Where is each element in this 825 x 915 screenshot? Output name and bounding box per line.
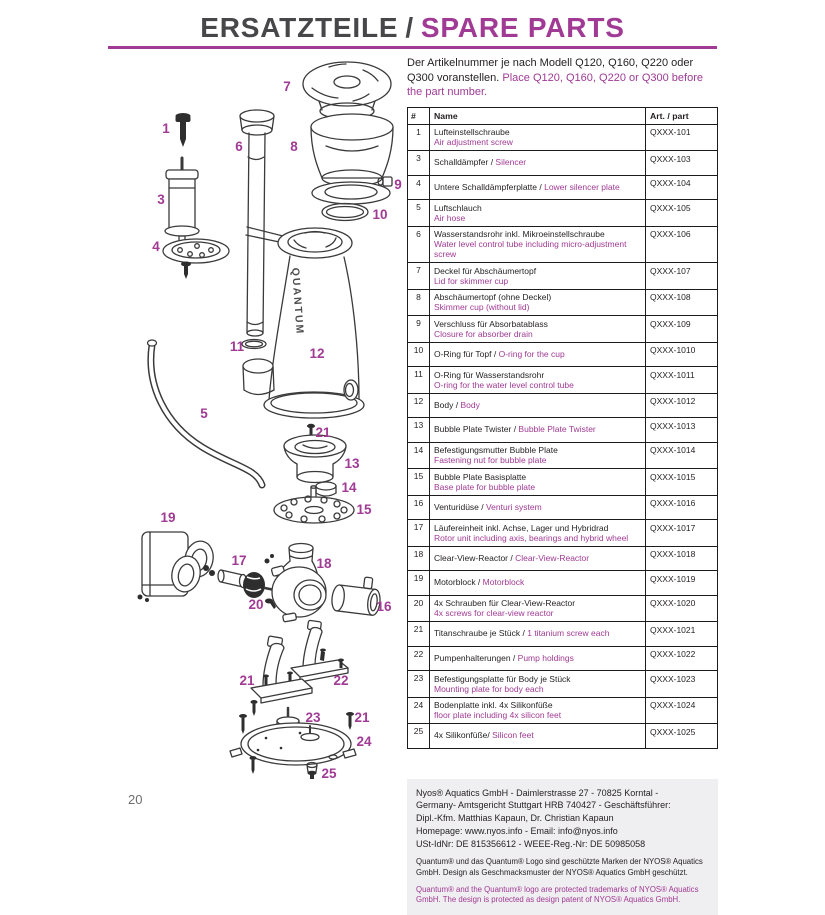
footer-contact-line: Nyos® Aquatics GmbH - Daimlerstrasse 27 - 70825 Korntal - — [416, 787, 659, 798]
part-label: 6 — [235, 139, 243, 154]
part-name: O-Ring für Topf / O-ring for the cup — [430, 342, 646, 367]
part-number: 14 — [408, 442, 430, 469]
table-row — [408, 175, 718, 200]
part-10-oring-shape — [322, 204, 368, 221]
part-16-venturi-shape — [331, 573, 383, 616]
page-title-de: ERSATZTEILE — [200, 12, 399, 43]
part-name: Befestigungsmutter Bubble Plate Fastening nut for bubble plate — [430, 442, 646, 469]
part-label: 17 — [231, 553, 247, 568]
footer-contact-line: Dipl.-Kfm. Matthias Kapaun, Dr. Christian Kapaun — [416, 813, 614, 824]
part-13-bubble-twister-shape — [284, 435, 346, 483]
footer-contact-line: Germany- Amtsgericht Stuttgart HRB 740427 - Geschäftsführer: — [416, 800, 671, 811]
intro-paragraph — [407, 56, 718, 100]
part-name: Titanschraube je Stück / 1 titanium screw each — [430, 622, 646, 647]
part-code: QXXX-1020 — [646, 595, 718, 622]
part-code: QXXX-108 — [646, 289, 718, 316]
part-code: QXXX-1022 — [646, 646, 718, 671]
part-code: QXXX-1024 — [646, 697, 718, 724]
part-code: QXXX-1013 — [646, 418, 718, 443]
table-row — [408, 263, 718, 290]
footer-legal-en: Quantum® and the Quantum® logo are protected trademarks of NYOS® Aquatics GmbH. The design is protected as design patent of NYOS® Aquatics GmbH. — [416, 885, 699, 905]
table-row — [408, 200, 718, 227]
table-row — [408, 393, 718, 418]
part-name: Pumpenhalterungen / Pump holdings — [430, 646, 646, 671]
part-label: 9 — [394, 177, 402, 192]
table-row — [408, 495, 718, 520]
part-label: 16 — [376, 599, 392, 614]
parts-table-body — [408, 124, 718, 748]
part-number: 3 — [408, 151, 430, 176]
part-name: O-Ring für Wasserstandsrohr O-ring for the water level control tube — [430, 367, 646, 394]
part-21-screw-bottom-shape — [346, 712, 354, 730]
table-row — [408, 367, 718, 394]
footer-contact — [416, 787, 709, 851]
part-label: 21 — [354, 710, 370, 725]
part-label: 19 — [160, 510, 176, 525]
part-number: 18 — [408, 546, 430, 571]
part-label: 13 — [344, 456, 360, 471]
footer-contact-line: USt-IdNr: DE 815356612 - WEEE-Reg.-Nr: DE 50985058 — [416, 838, 646, 849]
part-label: 20 — [248, 597, 264, 612]
part-name: Deckel für Abschäumertopf Lid for skimmer cup — [430, 263, 646, 290]
table-row — [408, 226, 718, 263]
part-code: QXXX-1017 — [646, 520, 718, 547]
col-header-num: # — [408, 107, 430, 124]
part-label: 4 — [152, 239, 160, 254]
table-row — [408, 151, 718, 176]
part-code: QXXX-1018 — [646, 546, 718, 571]
table-row — [408, 646, 718, 671]
part-number: 13 — [408, 418, 430, 443]
part-label: 3 — [157, 192, 165, 207]
part-code: QXXX-1016 — [646, 495, 718, 520]
part-7-lid-shape — [303, 62, 391, 119]
part-name: Lufteinstellschraube Air adjustment screw — [430, 124, 646, 151]
part-number: 5 — [408, 200, 430, 227]
part-8-cup-shape — [311, 114, 393, 204]
part-label: 22 — [333, 673, 349, 688]
exploded-parts-diagram — [100, 55, 410, 815]
part-code: QXXX-104 — [646, 175, 718, 200]
part-name: Venturidüse / Venturi system — [430, 495, 646, 520]
right-column — [407, 56, 718, 915]
part-number: 25 — [408, 724, 430, 749]
part-name: Body / Body — [430, 393, 646, 418]
part-name: Schalldämpfer / Silencer — [430, 151, 646, 176]
part-label: 8 — [290, 139, 298, 154]
part-number: 19 — [408, 571, 430, 596]
table-row — [408, 289, 718, 316]
part-code: QXXX-1015 — [646, 469, 718, 496]
footer — [407, 779, 718, 915]
part-name: Bubble Plate Twister / Bubble Plate Twister — [430, 418, 646, 443]
table-row — [408, 124, 718, 151]
part-label: 10 — [372, 207, 388, 222]
part-6-tube-shape — [240, 110, 274, 336]
intro-text-en: Place Q120, Q160, Q220 or Q300 before the part number. — [407, 71, 703, 99]
part-label: 21 — [315, 425, 331, 440]
table-header-row — [408, 107, 718, 124]
part-name: Abschäumertopf (ohne Deckel) Skimmer cup (without lid) — [430, 289, 646, 316]
part-24-floor-plate-shape — [230, 714, 356, 774]
col-header-name: Name — [430, 107, 646, 124]
part-name: Luftschlauch Air hose — [430, 200, 646, 227]
part-number: 1 — [408, 124, 430, 151]
body-brand-text: QUANTUM — [289, 267, 306, 336]
part-name: 4x Silikonfüße/ Silicon feet — [430, 724, 646, 749]
part-17-rotor-shape — [203, 565, 279, 598]
part-1-screw-shape — [176, 113, 191, 147]
part-code: QXXX-106 — [646, 226, 718, 263]
page-number: 20 — [128, 792, 143, 807]
part-name: 4x Schrauben für Clear-View-Reactor 4x screws for clear-view reactor — [430, 595, 646, 622]
page-title-separator: / — [405, 12, 414, 43]
part-number: 10 — [408, 342, 430, 367]
footer-legal-de: Quantum® und das Quantum® Logo sind geschützte Marken der NYOS® Aquatics GmbH. Design als Geschmacksmuster der NYOS® Aquatics GmbH geschützt. — [416, 857, 703, 877]
table-row — [408, 520, 718, 547]
part-label: 23 — [305, 710, 321, 725]
part-code: QXXX-1023 — [646, 671, 718, 698]
part-code: QXXX-1025 — [646, 724, 718, 749]
part-name: Läufereinheit inkl. Achse, Lager und Hybridrad Rotor unit including axis, bearings and hybrid wheel — [430, 520, 646, 547]
part-11-oring-shape — [242, 340, 266, 349]
part-label: 14 — [341, 480, 357, 495]
footer-contact-line: Homepage: www.nyos.info - Email: info@nyos.info — [416, 825, 618, 836]
part-number: 8 — [408, 289, 430, 316]
part-4-silencer-plate-shape — [163, 239, 229, 279]
part-name: Befestigungsplatte für Body je Stück Mounting plate for body each — [430, 671, 646, 698]
part-name: Motorblock / Motorblock — [430, 571, 646, 596]
header-rule — [108, 46, 717, 49]
part-code: QXXX-103 — [646, 151, 718, 176]
part-code: QXXX-1014 — [646, 442, 718, 469]
part-code: QXXX-101 — [646, 124, 718, 151]
part-label: 25 — [321, 766, 337, 781]
part-name: Verschluss für Absorbatablass Closure for absorber drain — [430, 316, 646, 343]
part-code: QXXX-1010 — [646, 342, 718, 367]
part-code: QXXX-105 — [646, 200, 718, 227]
part-name: Untere Schalldämpferplatte / Lower silencer plate — [430, 175, 646, 200]
part-number: 6 — [408, 226, 430, 263]
part-number: 9 — [408, 316, 430, 343]
part-code: QXXX-107 — [646, 263, 718, 290]
part-14-nut-shape — [316, 482, 336, 496]
part-name: Bodenplatte inkl. 4x Silikonfüße floor plate including 4x silicon feet — [430, 697, 646, 724]
table-row — [408, 442, 718, 469]
part-name: Bubble Plate Basisplatte Base plate for bubble plate — [430, 469, 646, 496]
part-label: 1 — [162, 121, 170, 136]
intro-text-de: Der Artikelnummer je nach Modell Q120, Q160, Q220 oder Q300 voranstellen. — [407, 57, 694, 84]
table-row — [408, 671, 718, 698]
part-number: 21 — [408, 622, 430, 647]
part-label: 12 — [309, 346, 325, 361]
col-header-part: Art. / part — [646, 107, 718, 124]
part-label: 7 — [283, 79, 291, 94]
part-label: 24 — [356, 734, 372, 749]
part-number: 12 — [408, 393, 430, 418]
part-label: 5 — [200, 406, 208, 421]
part-number: 17 — [408, 520, 430, 547]
table-row — [408, 697, 718, 724]
part-code: QXXX-1019 — [646, 571, 718, 596]
table-row — [408, 622, 718, 647]
parts-table — [407, 107, 718, 749]
table-row — [408, 595, 718, 622]
part-label: 15 — [356, 502, 372, 517]
part-number: 16 — [408, 495, 430, 520]
part-name: Clear-View-Reactor / Clear-View-Reactor — [430, 546, 646, 571]
table-row — [408, 724, 718, 749]
part-3-silencer-shape — [165, 158, 199, 248]
part-number: 15 — [408, 469, 430, 496]
part-number: 11 — [408, 367, 430, 394]
part-number: 20 — [408, 595, 430, 622]
part-number: 23 — [408, 671, 430, 698]
part-code: QXXX-1021 — [646, 622, 718, 647]
part-number: 24 — [408, 697, 430, 724]
part-label: 18 — [316, 556, 332, 571]
page-title-en: SPARE PARTS — [420, 12, 625, 43]
table-row — [408, 342, 718, 367]
part-label: 11 — [229, 339, 245, 354]
part-code: QXXX-1012 — [646, 393, 718, 418]
part-code: QXXX-109 — [646, 316, 718, 343]
table-row — [408, 546, 718, 571]
table-row — [408, 469, 718, 496]
part-label: 21 — [239, 673, 255, 688]
part-number: 22 — [408, 646, 430, 671]
part-name: Wasserstandsrohr inkl. Mikroeinstellschraube Water level control tube including micro-adjustment screw — [430, 226, 646, 263]
table-row — [408, 316, 718, 343]
page-title — [0, 12, 825, 44]
table-row — [408, 418, 718, 443]
part-number: 7 — [408, 263, 430, 290]
table-row — [408, 571, 718, 596]
part-number: 4 — [408, 175, 430, 200]
part-code: QXXX-1011 — [646, 367, 718, 394]
